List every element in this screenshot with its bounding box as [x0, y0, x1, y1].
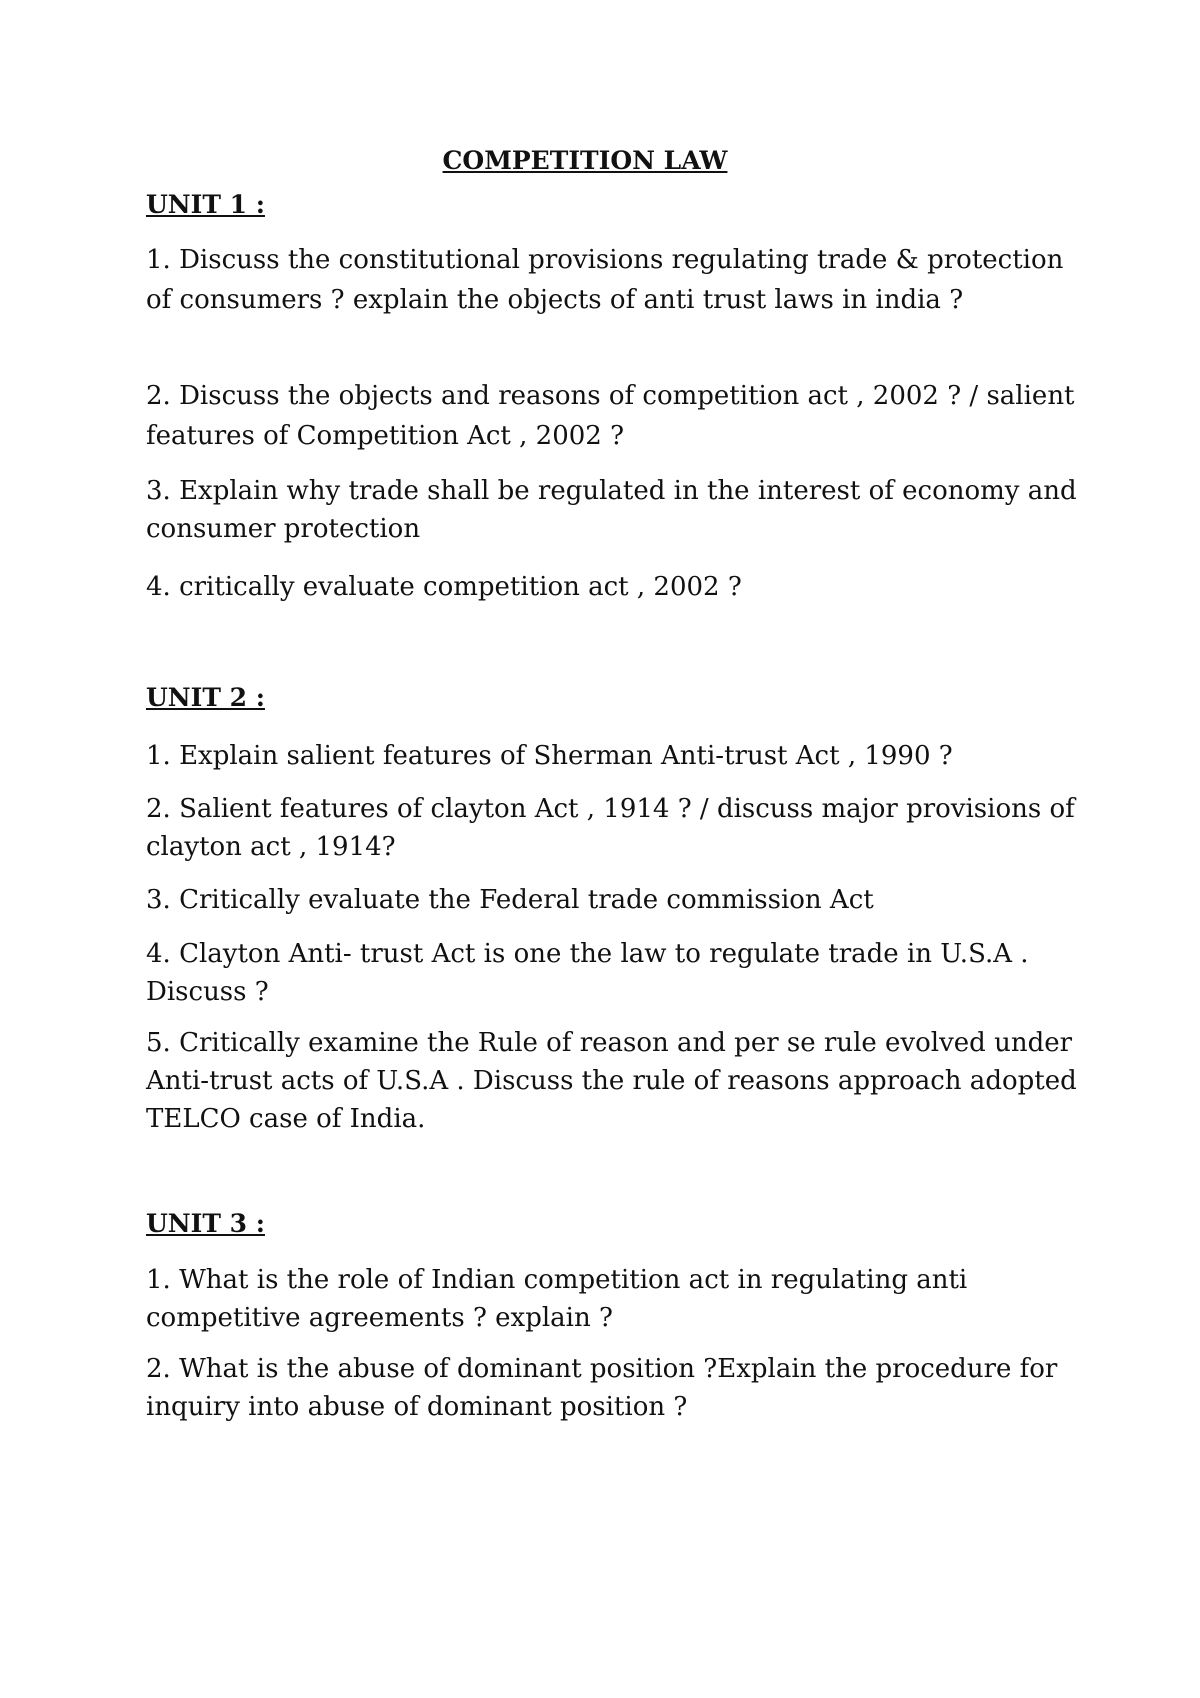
unit-1-question-1: 1. Discuss the constitutional provisions regulating trade & protection of consumers ? explain the objects of anti trust laws in india ? — [146, 245, 1064, 315]
document-title: COMPETITION LAW — [442, 146, 728, 175]
unit-1-question-4: 4. critically evaluate competition act , 2002 ? — [146, 572, 742, 602]
unit-1-question-2: 2. Discuss the objects and reasons of competition act , 2002 ? / salient features of Competition Act , 2002 ? — [146, 381, 1075, 451]
unit-2-question-3: 3. Critically evaluate the Federal trade commission Act — [146, 885, 874, 915]
unit-1-heading: UNIT 1 : — [146, 190, 265, 219]
unit-3-heading: UNIT 3 : — [146, 1209, 265, 1238]
unit-2-question-5: 5. Critically examine the Rule of reason and per se rule evolved under Anti-trust acts of U.S.A . Discuss the rule of reasons approach adopted TELCO case of India. — [146, 1028, 1077, 1134]
unit-3-question-2: 2. What is the abuse of dominant position ?Explain the procedure for inquiry into abuse of dominant position ? — [146, 1354, 1058, 1422]
unit-3-question-1: 1. What is the role of Indian competition act in regulating anti competitive agreements ? explain ? — [146, 1265, 968, 1333]
unit-2-question-4: 4. Clayton Anti- trust Act is one the law to regulate trade in U.S.A . Discuss ? — [146, 939, 1029, 1007]
unit-1-question-3: 3. Explain why trade shall be regulated in the interest of economy and consumer protection — [146, 476, 1077, 544]
unit-2-heading: UNIT 2 : — [146, 683, 265, 712]
unit-2-question-1: 1. Explain salient features of Sherman Anti-trust Act , 1990 ? — [146, 741, 953, 771]
unit-2-question-2: 2. Salient features of clayton Act , 1914 ? / discuss major provisions of clayton act , 1914? — [146, 794, 1075, 862]
